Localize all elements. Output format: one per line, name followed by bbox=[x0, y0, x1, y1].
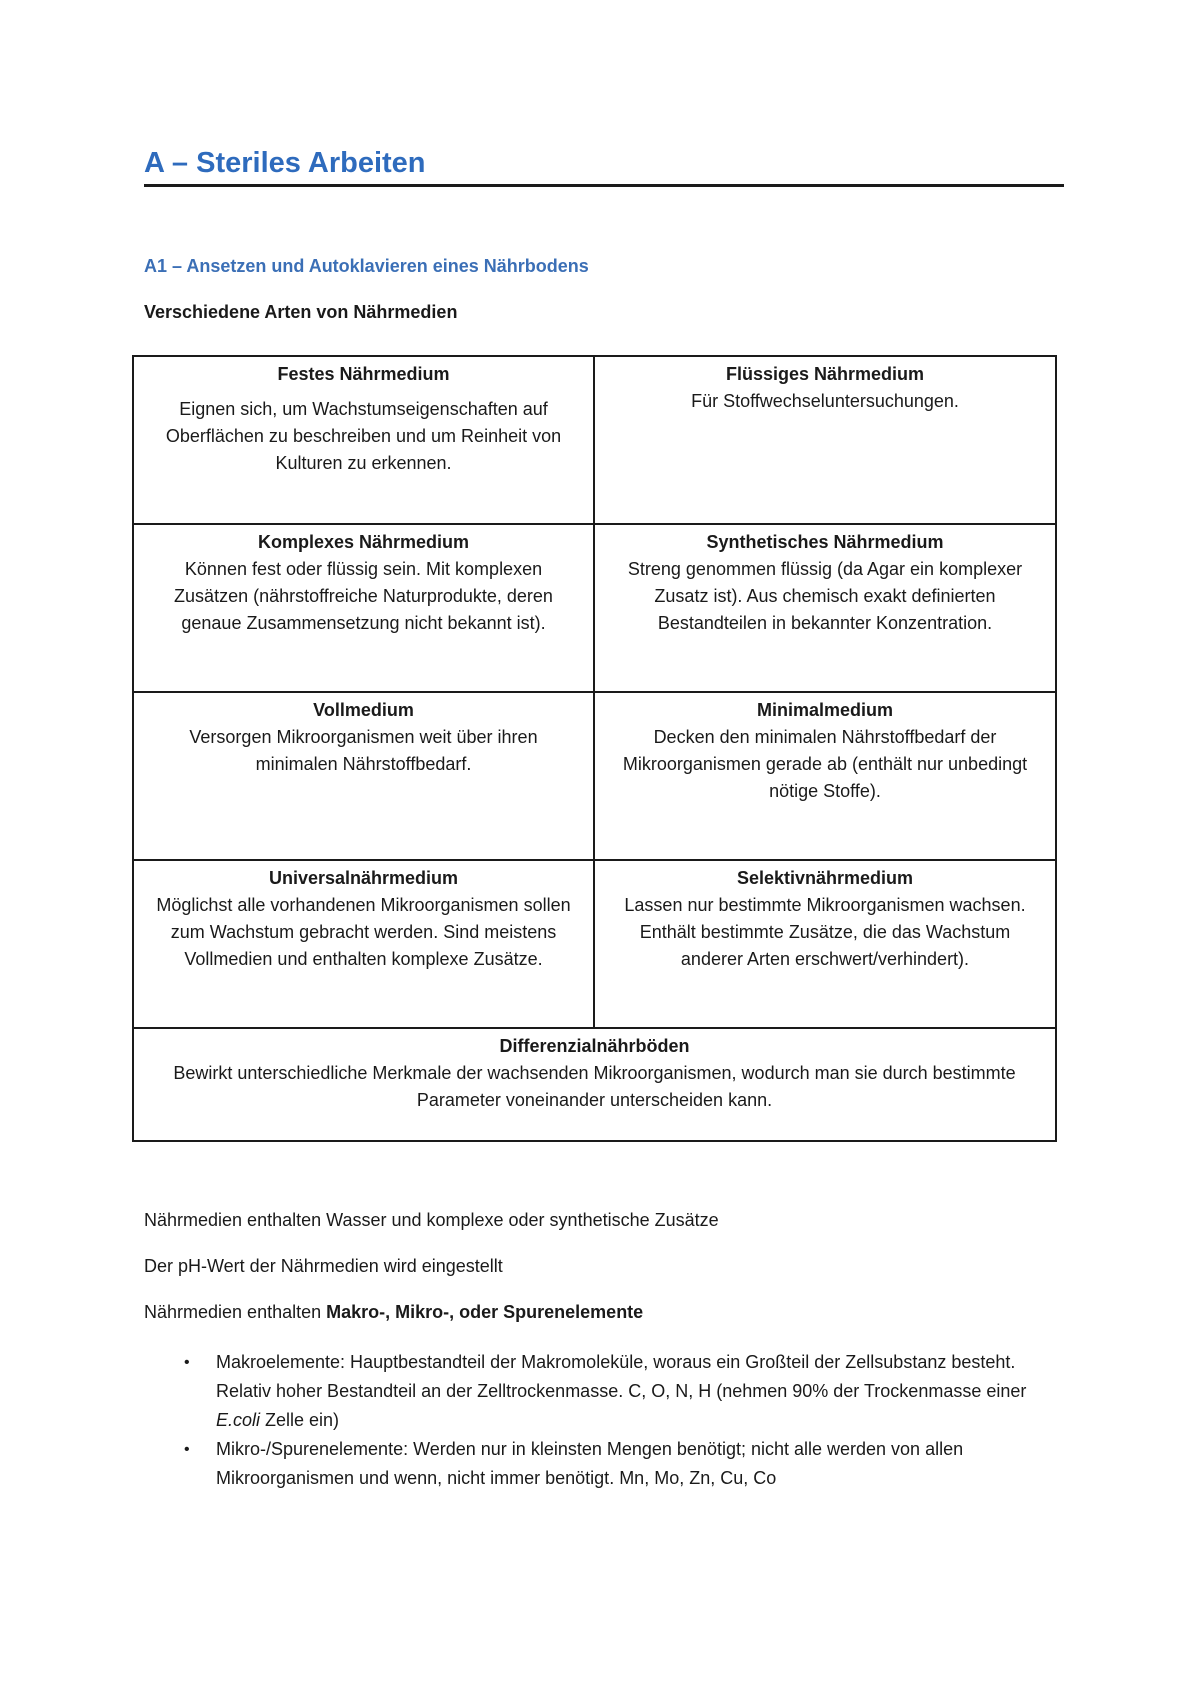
cell-title: Festes Nährmedium bbox=[277, 364, 450, 384]
cell-text: Bewirkt unterschiedliche Merkmale der wachsenden Mikroorganismen, wodurch man sie durch bestimmte Parameter voneinander unterscheiden kann. bbox=[173, 1063, 1016, 1110]
bullet-icon: • bbox=[184, 1354, 190, 1371]
table-cell bbox=[133, 524, 594, 692]
table-cell bbox=[594, 860, 1056, 1028]
section-heading: Verschiedene Arten von Nährmedien bbox=[144, 302, 458, 322]
cell-title: Selektivnährmedium bbox=[736, 868, 914, 888]
cell-title: Synthetisches Nährmedium bbox=[706, 532, 944, 552]
cell-text: Eignen sich, um Wachstumseigenschaften auf Oberflächen zu beschreiben und um Reinheit von Kulturen zu erkennen. bbox=[165, 399, 562, 473]
table-cell bbox=[594, 692, 1056, 860]
list-item-text: Makroelemente: Hauptbestandteil der Makromoleküle, woraus ein Großteil der Zellsubstanz besteht. Relativ hoher Bestandteil an der Zelltrockenmasse. C, O, N, H (nehmen 90% der Trockenmasse einer bbox=[216, 1352, 1027, 1401]
paragraph-water: Nährmedien enthalten Wasser und komplexe oder synthetische Zusätze bbox=[144, 1210, 719, 1230]
cell-text: Lassen nur bestimmte Mikroorganismen wachsen. Enthält bestimmte Zusätze, die das Wachstum anderer Arten erschwert/verhindert). bbox=[624, 895, 1026, 969]
table-row bbox=[133, 356, 1056, 524]
list-item-italic: E.coli bbox=[216, 1410, 261, 1430]
media-types-table bbox=[132, 355, 1057, 1142]
paragraph-elements-prefix: Nährmedien enthalten bbox=[144, 1302, 327, 1322]
elements-list bbox=[144, 1348, 1064, 1493]
cell-text: Streng genommen flüssig (da Agar ein komplexer Zusatz ist). Aus chemisch exakt definierten Bestandteilen in bekannter Konzentration. bbox=[627, 559, 1023, 633]
table-row bbox=[133, 524, 1056, 692]
table-row bbox=[133, 860, 1056, 1028]
table-cell bbox=[594, 524, 1056, 692]
cell-title: Minimalmedium bbox=[756, 700, 894, 720]
table-cell-full bbox=[133, 1028, 1056, 1141]
list-item-text-end: Zelle ein) bbox=[260, 1410, 340, 1430]
section-subtitle: A1 – Ansetzen und Autoklavieren eines Nährbodens bbox=[144, 256, 589, 276]
cell-title: Universalnährmedium bbox=[268, 868, 459, 888]
table-cell bbox=[594, 356, 1056, 524]
cell-text: Möglichst alle vorhandenen Mikroorganismen sollen zum Wachstum gebracht werden. Sind meistens Vollmedien und enthalten komplexe Zusätze. bbox=[156, 895, 571, 969]
list-item bbox=[144, 1435, 1064, 1493]
table-cell bbox=[133, 860, 594, 1028]
paragraph-elements bbox=[144, 1302, 643, 1323]
cell-title: Vollmedium bbox=[313, 700, 414, 720]
paragraph-elements-bold: Makro-, Mikro-, oder Spurenelemente bbox=[326, 1302, 644, 1322]
cell-title: Komplexes Nährmedium bbox=[257, 532, 470, 552]
table-row bbox=[133, 692, 1056, 860]
list-item bbox=[144, 1348, 1064, 1435]
page-title: A – Steriles Arbeiten bbox=[144, 147, 426, 179]
cell-text: Decken den minimalen Nährstoffbedarf der Mikroorganismen gerade ab (enthält nur unbedingt nötige Stoffe). bbox=[622, 727, 1028, 801]
bullet-icon: • bbox=[184, 1441, 190, 1458]
paragraph-ph: Der pH-Wert der Nährmedien wird eingestellt bbox=[144, 1256, 503, 1276]
list-item-text: Mikro-/Spurenelemente: Werden nur in kleinsten Mengen benötigt; nicht alle werden von allen Mikroorganismen und wenn, nicht immer benötigt. Mn, Mo, Zn, Cu, Co bbox=[216, 1439, 964, 1488]
cell-text: Können fest oder flüssig sein. Mit komplexen Zusätzen (nährstoffreiche Naturprodukte, deren genaue Zusammensetzung nicht bekannt ist). bbox=[174, 559, 553, 633]
table-row bbox=[133, 1028, 1056, 1141]
cell-text: Versorgen Mikroorganismen weit über ihren minimalen Nährstoffbedarf. bbox=[189, 727, 538, 774]
title-underline bbox=[144, 184, 1064, 187]
cell-title: Flüssiges Nährmedium bbox=[725, 364, 925, 384]
cell-title: Differenzialnährböden bbox=[499, 1036, 690, 1056]
cell-text: Für Stoffwechseluntersuchungen. bbox=[691, 391, 959, 411]
table-cell bbox=[133, 692, 594, 860]
table-cell bbox=[133, 356, 594, 524]
